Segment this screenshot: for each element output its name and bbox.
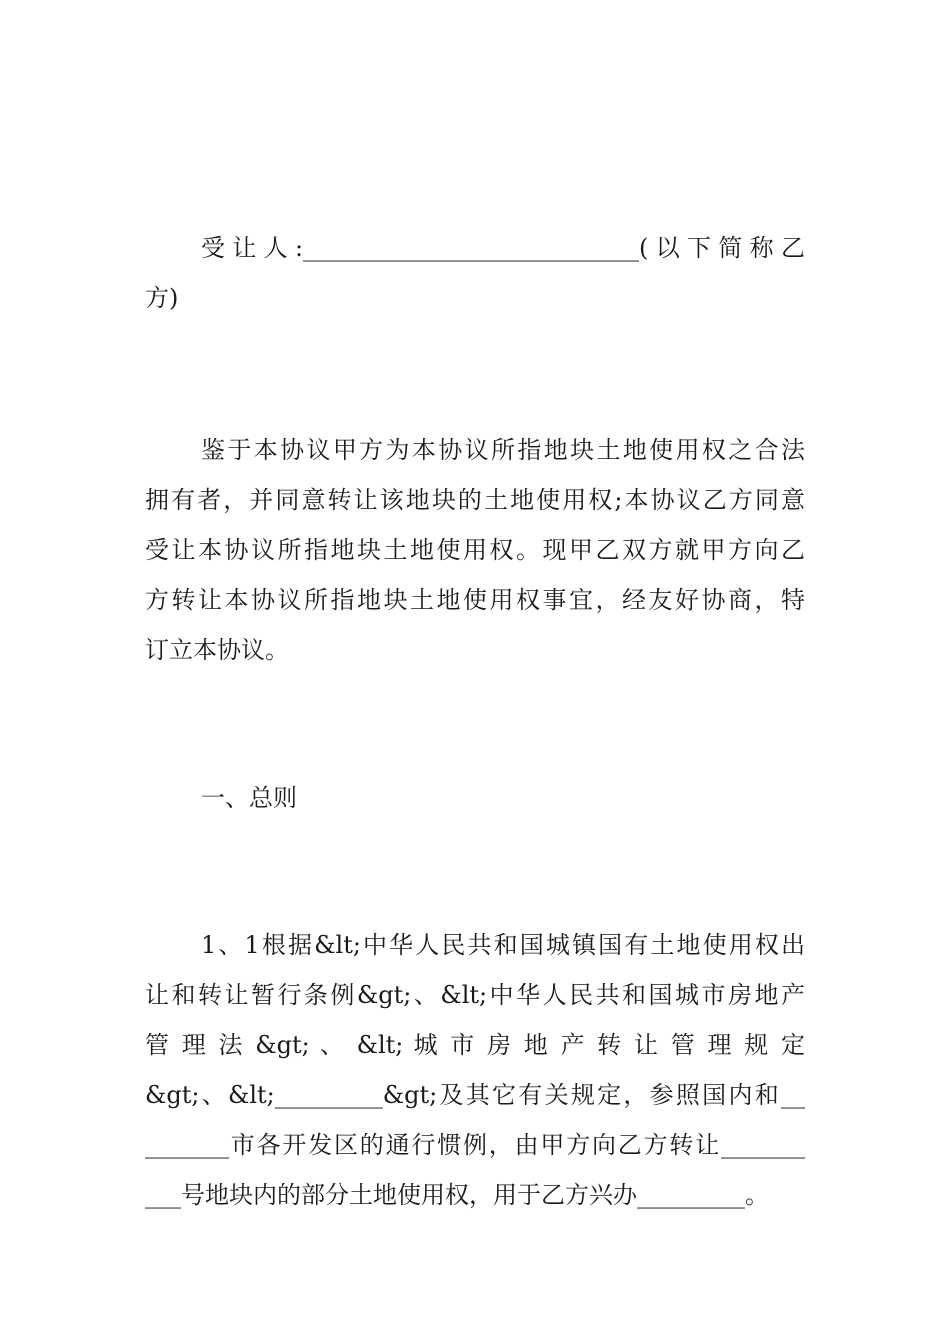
assignee-line: 受让人:____________________________(以下简称乙 <box>201 234 805 262</box>
clause-paragraph <box>145 920 805 1220</box>
clause-line: &gt;、&lt;_________&gt;及其它有关规定，参照国内和__ <box>145 1081 805 1109</box>
whereas-line: 订立本协议。 <box>145 636 289 664</box>
clause-line: 让和转让暂行条例&gt;、&lt;中华人民共和国城市房地产 <box>145 981 805 1009</box>
clause-line: 管 理 法 &gt; 、 &lt; 城 市 房 地 产 转 让 管 理 规 定 <box>145 1031 805 1059</box>
section-heading-block <box>145 773 805 823</box>
clause-line: _______市各开发区的通行惯例，由甲方向乙方转让_______ <box>145 1131 805 1159</box>
whereas-paragraph <box>145 425 805 675</box>
whereas-line: 拥有者，并同意转让该地块的土地使用权;本协议乙方同意 <box>145 486 805 514</box>
assignee-paragraph <box>145 223 805 323</box>
whereas-line: 方转让本协议所指地块土地使用权事宜，经友好协商，特 <box>145 586 805 614</box>
clause-line: ___号地块内的部分土地使用权，用于乙方兴办_________。 <box>145 1181 769 1209</box>
whereas-line: 鉴于本协议甲方为本协议所指地块土地使用权之合法 <box>201 436 805 464</box>
whereas-line: 受让本协议所指地块土地使用权。现甲乙双方就甲方向乙 <box>145 536 805 564</box>
section-heading: 一、总则 <box>201 784 297 812</box>
assignee-line-continued: 方) <box>145 284 179 312</box>
clause-line: 1、1根据&lt;中华人民共和国城镇国有土地使用权出 <box>201 931 805 959</box>
